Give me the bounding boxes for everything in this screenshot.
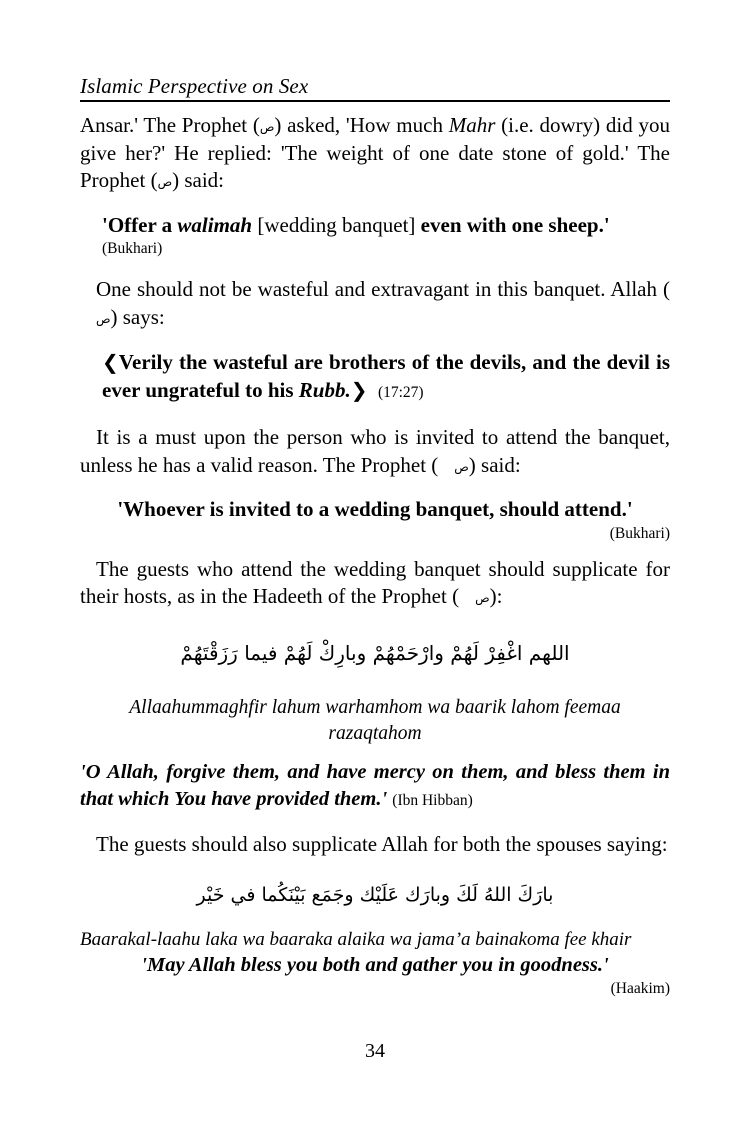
quote1-text-b: [wedding banquet] bbox=[252, 212, 421, 237]
running-header bbox=[80, 74, 670, 102]
source-bukhari-1: (Bukhari) bbox=[102, 240, 163, 257]
para3-text-a: It is a must upon the person who is invited to attend the banquet, unless he has a valid reason. The Prophet ( bbox=[80, 425, 670, 477]
verse-reference: (17:27) bbox=[377, 384, 424, 401]
honorific-icon: ص bbox=[157, 175, 173, 189]
honorific-icon: ص bbox=[96, 311, 111, 326]
page-title: Islamic Perspective on Sex bbox=[80, 74, 309, 98]
para1-text-a: Ansar.' The Prophet ( bbox=[80, 113, 260, 137]
para1-text-c: (i.e. dowry) did you give her?' He replied: 'The weight of one date stone of gold.' The Prophet ( bbox=[80, 113, 670, 192]
page-content bbox=[80, 112, 670, 999]
spacer bbox=[80, 195, 670, 212]
quote1-text-c: even with one sheep.' bbox=[420, 212, 610, 237]
term-mahr: Mahr bbox=[448, 113, 496, 137]
spacer bbox=[80, 915, 670, 927]
honorific-icon: ص bbox=[475, 591, 490, 605]
para2-text-a: One should not be wasteful and extravagant in this banquet. Allah ( bbox=[96, 277, 670, 301]
spacer bbox=[80, 814, 670, 831]
paragraph-wasteful bbox=[80, 276, 670, 331]
para3-text-b: ) said: bbox=[468, 452, 521, 477]
spacer bbox=[80, 747, 670, 759]
dua1-meaning-text: 'O Allah, forgive them, and have mercy on them, and bless them in that which You have provided them.' bbox=[80, 760, 670, 810]
quran-verse-17-27 bbox=[80, 348, 670, 407]
para4-text-b: ): bbox=[489, 584, 503, 608]
para4-text-a: The guests who attend the wedding banquet should supplicate for their hosts, as in the Hadeeth of the Prophet ( bbox=[80, 556, 670, 608]
dua-transliteration-hosts-line2: razaqtahom bbox=[328, 722, 422, 744]
source-bukhari-2: (Bukhari) bbox=[609, 524, 670, 542]
honorific-icon: ص bbox=[454, 459, 469, 474]
dua-arabic-spouses: بارَكَ اللهُ لَكَ وبارَك عَلَيْك وجَمَع بَيْنَكُما في خَيْر bbox=[196, 884, 554, 906]
spacer bbox=[80, 331, 670, 348]
paragraph-spouses-supplicate: The guests should also supplicate Allah for both the spouses saying: bbox=[96, 831, 668, 856]
document-page bbox=[80, 0, 670, 1124]
source-ibn-hibban: (Ibn Hibban) bbox=[392, 791, 473, 809]
spacer bbox=[80, 858, 670, 875]
hadith-attend-quote: 'Whoever is invited to a wedding banquet, should attend.' bbox=[117, 497, 633, 521]
verse-text: Verily the wasteful are brothers of the devils, and the devil is ever ungrateful to his bbox=[102, 350, 670, 402]
spacer bbox=[80, 479, 670, 496]
para2-text-b: ) says: bbox=[110, 304, 165, 329]
dua-arabic-hosts: اللهم اغْفِرْ لَهُمْ وارْحَمْهُمْ وبارِكْ لَهُمْ فيما رَزَقْتَهُمْ bbox=[180, 640, 570, 665]
dua-transliteration-spouses: Baarakal-laahu laka wa baaraka alaika wa jama’a bainakoma fee khair bbox=[80, 929, 632, 950]
term-rubb: Rubb. bbox=[298, 378, 351, 402]
paragraph-guests-supplicate bbox=[80, 556, 670, 611]
honorific-icon: ص bbox=[259, 120, 275, 134]
dua-meaning-hosts bbox=[80, 759, 670, 814]
paragraph-must-attend bbox=[80, 424, 670, 479]
paragraph-ansar bbox=[80, 112, 670, 195]
dua-transliteration-hosts-line1: Allaahummaghfir lahum warhamhom wa baarik lahom feemaa bbox=[129, 696, 621, 718]
page-number: 34 bbox=[365, 1040, 385, 1062]
spacer bbox=[80, 544, 670, 556]
para1-text-b: ) asked, 'How much bbox=[274, 113, 449, 137]
spacer bbox=[80, 611, 670, 633]
source-haakim: (Haakim) bbox=[610, 980, 670, 997]
spacer bbox=[80, 259, 670, 276]
quote-walimah bbox=[80, 212, 670, 240]
para1-text-d: ) said: bbox=[172, 168, 224, 192]
term-walimah: walimah bbox=[177, 212, 253, 237]
dua-meaning-spouses: 'May Allah bless you both and gather you in goodness.' bbox=[141, 954, 609, 976]
spacer bbox=[80, 407, 670, 424]
spacer bbox=[80, 673, 670, 695]
quote1-text-a: 'Offer a bbox=[102, 212, 178, 237]
quran-open-bracket-icon: ❮ bbox=[102, 350, 119, 374]
quran-close-bracket-icon: ❯ bbox=[350, 378, 368, 402]
